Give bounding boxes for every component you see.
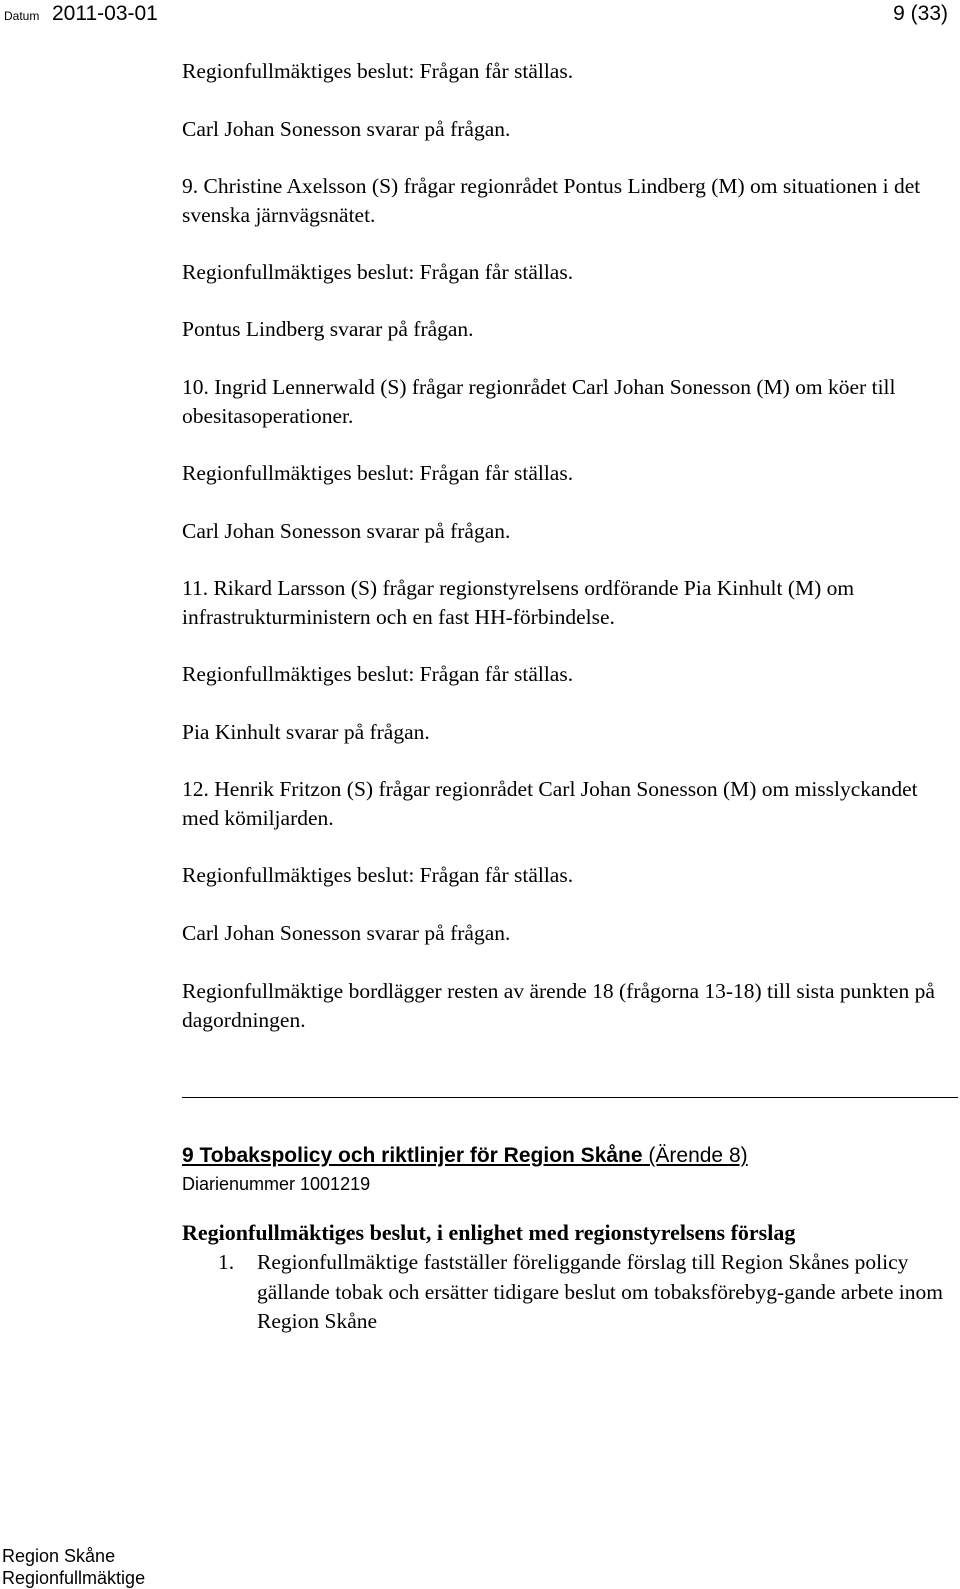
decision-heading: Regionfullmäktiges beslut, i enlighet med regionstyrelsens förslag — [182, 1220, 796, 1245]
footer-body: Regionfullmäktige — [2, 1568, 146, 1588]
page-header — [0, 0, 960, 30]
paragraph: Pia Kinhult svarar på frågan. — [182, 720, 430, 744]
paragraph: 12. Henrik Fritzon (S) frågar regionrådet Carl Johan Sonesson (M) om misslyckandet med kömiljarden. — [182, 777, 918, 830]
section-case-ref: (Ärende 8) — [642, 1144, 748, 1167]
page-number: 9 (33) — [893, 2, 948, 25]
meeting-date: 2011-03-01 — [52, 2, 158, 25]
paragraph: Pontus Lindberg svarar på frågan. — [182, 317, 474, 341]
paragraph: 10. Ingrid Lennerwald (S) frågar regionrådet Carl Johan Sonesson (M) om köer till obesitasoperationer. — [182, 375, 896, 428]
paragraph: Regionfullmäktiges beslut: Frågan får ställas. — [182, 662, 574, 686]
paragraph: Carl Johan Sonesson svarar på frågan. — [182, 921, 511, 945]
decision-item-number: 1. — [218, 1250, 235, 1274]
paragraph: Regionfullmäktiges beslut: Frågan får ställas. — [182, 863, 574, 887]
paragraph: Regionfullmäktiges beslut: Frågan får ställas. — [182, 461, 574, 485]
footer-organization: Region Skåne — [2, 1546, 116, 1566]
date-label: Datum — [4, 9, 40, 23]
section-divider — [182, 1097, 958, 1098]
paragraph: Regionfullmäktiges beslut: Frågan får ställas. — [182, 59, 574, 83]
paragraph: Regionfullmäktige bordlägger resten av ärende 18 (frågorna 13-18) till sista punkten på dagordningen. — [182, 979, 935, 1032]
section-title: 9 Tobakspolicy och riktlinjer för Region Skåne — [182, 1144, 643, 1167]
decision-item-text: Regionfullmäktige fastställer föreliggande förslag till Region Skånes policy gällande tobak och ersätter tidigare beslut om tobaksförebyg-gande arbete inom Region Skåne — [257, 1250, 943, 1333]
paragraph: Regionfullmäktiges beslut: Frågan får ställas. — [182, 260, 574, 284]
page-footer — [2, 1545, 145, 1589]
section-heading — [182, 1141, 942, 1171]
paragraph: 9. Christine Axelsson (S) frågar regionrådet Pontus Lindberg (M) om situationen i det svenska järnvägsnätet. — [182, 174, 921, 227]
paragraph: 11. Rikard Larsson (S) frågar regionstyrelsens ordförande Pia Kinhult (M) om infrastrukturministern och en fast HH-förbindelse. — [182, 576, 855, 629]
paragraph: Carl Johan Sonesson svarar på frågan. — [182, 117, 511, 141]
paragraph: Carl Johan Sonesson svarar på frågan. — [182, 519, 511, 543]
diary-number: Diarienummer 1001219 — [182, 1174, 371, 1194]
